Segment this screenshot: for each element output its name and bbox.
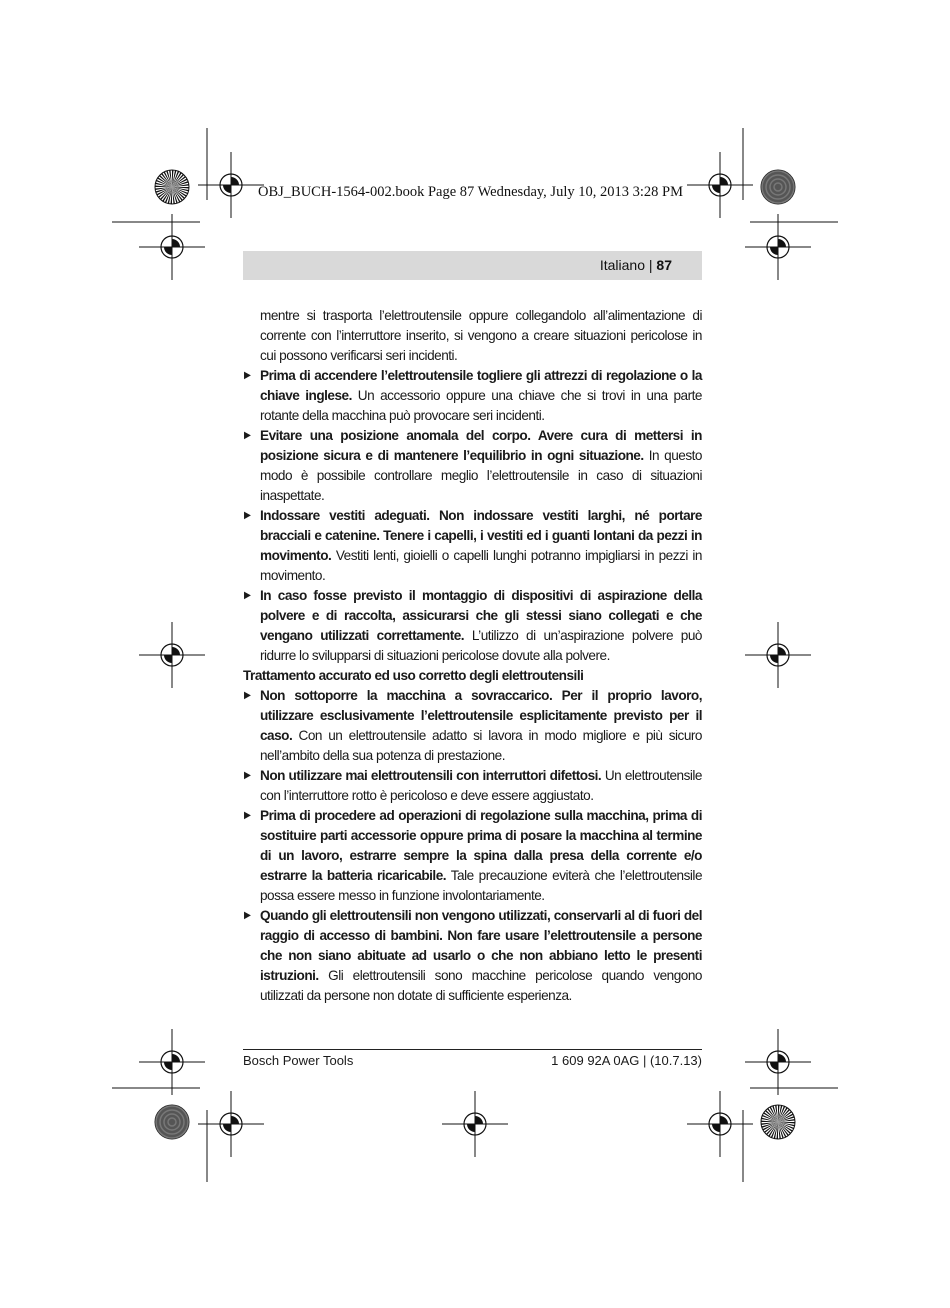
safety-list-personal bbox=[243, 366, 702, 666]
page-header-bar bbox=[243, 251, 702, 280]
registration-quadrant bbox=[164, 655, 172, 663]
safety-item-text: Un accessorio oppure una chiave che si trovi in una parte rotante della macchina può provocare seri incidenti. bbox=[260, 388, 702, 423]
registration-quadrant bbox=[231, 1116, 239, 1124]
safety-item-bold: In caso fosse previsto il montaggio di dispositivi di aspirazione della polvere e di raccolta, assicurarsi che gli stessi siano collegati e che vengano utilizzati correttamente. bbox=[260, 588, 702, 643]
registration-quadrant bbox=[164, 1062, 172, 1070]
registration-quadrant bbox=[223, 185, 231, 193]
registration-quadrant bbox=[164, 247, 172, 255]
safety-item-bold: Quando gli elettroutensili non vengono utilizzati, conservarli al di fuori del raggio di accesso di bambini. Non fare usare l’elettroutensile a persone che non siano abituate ad usarlo o che non abbiano letto le presenti istruzioni. bbox=[260, 908, 702, 983]
registration-quadrant bbox=[172, 647, 180, 655]
bullet-arrow-icon: ▶ bbox=[244, 910, 251, 921]
safety-item bbox=[243, 766, 702, 806]
safety-item bbox=[243, 426, 702, 506]
registration-quadrant bbox=[770, 655, 778, 663]
safety-item-text: Gli elettroutensili sono macchine pericolose quando vengono utilizzati da persone non dotate di sufficiente esperienza. bbox=[260, 968, 702, 1003]
safety-item-text: In questo modo è possibile controllare meglio l’elettroutensile in caso di situazioni inaspettate. bbox=[260, 448, 702, 503]
safety-item-bold: Non sottoporre la macchina a sovraccarico. Per il proprio lavoro, utilizzare esclusivamente l’elettroutensile esplicitamente previsto per il caso. bbox=[260, 688, 702, 743]
starburst-target-icon bbox=[761, 1105, 795, 1139]
registration-quadrant bbox=[770, 1062, 778, 1070]
registration-quadrant bbox=[172, 1054, 180, 1062]
halftone-target-icon bbox=[155, 1105, 189, 1139]
registration-quadrant bbox=[778, 1054, 786, 1062]
safety-item-text: Tale precauzione eviterà che l’elettroutensile possa essere messo in funzione involontariamente. bbox=[260, 868, 703, 903]
starburst-target-icon bbox=[155, 170, 189, 204]
bullet-arrow-icon: ▶ bbox=[244, 510, 251, 521]
bullet-arrow-icon: ▶ bbox=[244, 370, 251, 381]
safety-item-text: Vestiti lenti, gioielli o capelli lunghi potranno impigliarsi in pezzi in movimento. bbox=[260, 548, 702, 583]
header-language: Italiano bbox=[599, 257, 645, 273]
page-number: 87 bbox=[656, 257, 672, 273]
registration-quadrant bbox=[475, 1116, 483, 1124]
safety-item-text: Un elettroutensile con l’interruttore rotto è pericoloso e deve essere aggiustato. bbox=[260, 768, 702, 803]
registration-quadrant bbox=[712, 1124, 720, 1132]
footer-rule bbox=[243, 1049, 702, 1050]
page-header bbox=[600, 257, 672, 273]
safety-item-bold: Non utilizzare mai elettroutensili con interruttori difettosi. bbox=[260, 768, 602, 783]
safety-item-bold: Prima di accendere l’elettroutensile togliere gli attrezzi di regolazione o la chiave inglese. bbox=[260, 368, 702, 403]
registration-quadrant bbox=[223, 1124, 231, 1132]
header-separator: | bbox=[648, 257, 653, 273]
halftone-target-icon bbox=[761, 170, 795, 204]
safety-item bbox=[243, 366, 702, 426]
bullet-arrow-icon: ▶ bbox=[244, 770, 251, 781]
safety-item bbox=[243, 806, 702, 906]
safety-item bbox=[243, 906, 702, 1006]
safety-item bbox=[243, 686, 702, 766]
safety-list-tool-use bbox=[243, 686, 702, 1006]
section-heading: Trattamento accurato ed uso corretto degli elettroutensili bbox=[243, 668, 584, 683]
print-slug-line: OBJ_BUCH-1564-002.book Page 87 Wednesday, July 10, 2013 3:28 PM bbox=[258, 184, 683, 200]
footer-doc-id: 1 609 92A 0AG | (10.7.13) bbox=[551, 1053, 702, 1068]
bullet-arrow-icon: ▶ bbox=[244, 690, 251, 701]
safety-item bbox=[243, 586, 702, 666]
safety-item bbox=[243, 506, 702, 586]
registration-quadrant bbox=[467, 1124, 475, 1132]
page-content bbox=[243, 306, 702, 1006]
safety-item-bold: Evitare una posizione anomala del corpo. Avere cura di mettersi in posizione sicura e di mantenere l’equilibrio in ogni situazione. bbox=[260, 428, 702, 463]
intro-paragraph: mentre si trasporta l’elettroutensile oppure collegandolo all’alimentazione di corrente con l’interruttore inserito, si vengono a creare situazioni pericolose in cui possono verificarsi seri incidenti. bbox=[260, 308, 702, 363]
registration-quadrant bbox=[720, 177, 728, 185]
safety-item-text: L’utilizzo di un’aspirazione polvere può ridurre lo svilupparsi di situazioni pericolose dovute alla polvere. bbox=[260, 628, 702, 663]
bullet-arrow-icon: ▶ bbox=[244, 810, 251, 821]
safety-item-bold: Indossare vestiti adeguati. Non indossare vestiti larghi, né portare bracciali e catenine. Tenere i capelli, i vestiti ed i guanti lontani da pezzi in movimento. bbox=[260, 508, 702, 563]
registration-quadrant bbox=[778, 239, 786, 247]
registration-quadrant bbox=[778, 647, 786, 655]
registration-quadrant bbox=[172, 239, 180, 247]
registration-quadrant bbox=[712, 185, 720, 193]
registration-quadrant bbox=[770, 247, 778, 255]
safety-item-bold: Prima di procedere ad operazioni di regolazione sulla macchina, prima di sostituire parti accessorie oppure prima di posare la macchina al termine di un lavoro, estrarre sempre la spina dalla presa della corrente e/o estrarre la batteria ricaricabile. bbox=[260, 808, 702, 883]
bullet-arrow-icon: ▶ bbox=[244, 430, 251, 441]
footer-brand: Bosch Power Tools bbox=[243, 1053, 354, 1068]
registration-quadrant bbox=[231, 177, 239, 185]
bullet-arrow-icon: ▶ bbox=[244, 590, 251, 601]
registration-quadrant bbox=[720, 1116, 728, 1124]
safety-item-text: Con un elettroutensile adatto si lavora in modo migliore e più sicuro nell’ambito della sua potenza di prestazione. bbox=[260, 728, 702, 763]
